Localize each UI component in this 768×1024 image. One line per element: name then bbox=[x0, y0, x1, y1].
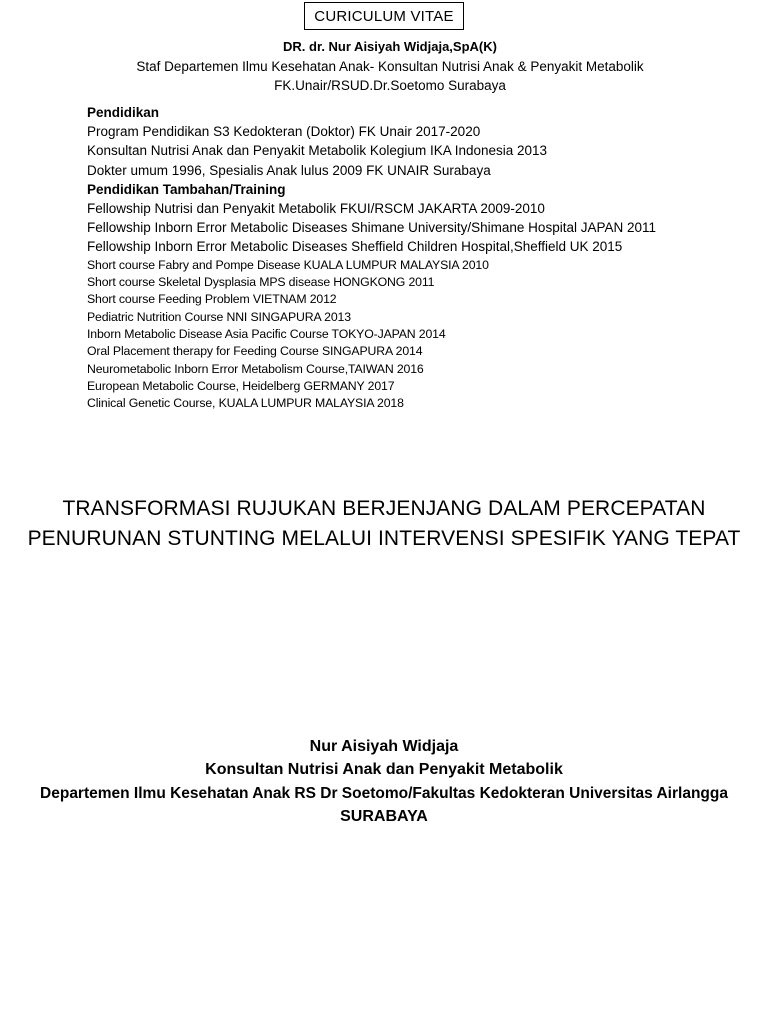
presenter-city: SURABAYA bbox=[340, 807, 428, 825]
cv-name: DR. dr. Nur Aisiyah Widjaja,SpA(K) bbox=[283, 39, 497, 54]
presentation-title bbox=[0, 494, 768, 554]
presenter-role: Konsultan Nutrisi Anak dan Penyakit Metabolik bbox=[205, 761, 563, 779]
short-course-item: Inborn Metabolic Disease Asia Pacific Course TOKYO-JAPAN 2014 bbox=[87, 326, 446, 341]
presenter-name: Nur Aisiyah Widjaja bbox=[309, 738, 459, 755]
training-item: Fellowship Inborn Error Metabolic Diseases Sheffield Children Hospital,Sheffield UK 2015 bbox=[87, 239, 623, 255]
cv-affiliation-line2: FK.Unair/RSUD.Dr.Soetomo Surabaya bbox=[274, 78, 506, 93]
education-item: Dokter umum 1996, Spesialis Anak lulus 2009 FK UNAIR Surabaya bbox=[87, 162, 491, 178]
short-course-item: Pediatric Nutrition Course NNI SINGAPURA 2013 bbox=[87, 309, 351, 324]
training-item: Fellowship Nutrisi dan Penyakit Metabolik FKUI/RSCM JAKARTA 2009-2010 bbox=[87, 200, 545, 216]
short-course-item: Oral Placement therapy for Feeding Course SINGAPURA 2014 bbox=[87, 344, 423, 359]
short-course-item: Short course Feeding Problem VIETNAM 2012 bbox=[87, 292, 337, 307]
cv-title: CURICULUM VITAE bbox=[304, 2, 464, 30]
short-course-item: Short course Fabry and Pompe Disease KUALA LUMPUR MALAYSIA 2010 bbox=[87, 257, 489, 272]
presenter-department: Departemen Ilmu Kesehatan Anak RS Dr Soetomo/Fakultas Kedokteran Universitas Airlangga bbox=[40, 784, 728, 802]
education-section bbox=[87, 103, 757, 412]
presentation-title-line1: TRANSFORMASI RUJUKAN BERJENJANG DALAM PERCEPATAN bbox=[62, 497, 706, 520]
training-item: Fellowship Inborn Error Metabolic Diseases Shimane University/Shimane Hospital JAPAN 2011 bbox=[87, 220, 656, 236]
presentation-title-line2: PENURUNAN STUNTING MELALUI INTERVENSI SPESIFIK YANG TEPAT bbox=[27, 527, 741, 550]
short-course-item: Clinical Genetic Course, KUALA LUMPUR MALAYSIA 2018 bbox=[87, 396, 404, 411]
education-heading: Pendidikan bbox=[87, 105, 160, 120]
short-course-item: Short course Skeletal Dysplasia MPS disease HONGKONG 2011 bbox=[87, 275, 435, 290]
training-heading: Pendidikan Tambahan/Training bbox=[87, 181, 286, 197]
short-course-item: European Metabolic Course, Heidelberg GERMANY 2017 bbox=[87, 378, 395, 393]
education-item: Konsultan Nutrisi Anak dan Penyakit Metabolik Kolegium IKA Indonesia 2013 bbox=[87, 143, 548, 159]
education-item: Program Pendidikan S3 Kedokteran (Doktor) FK Unair 2017-2020 bbox=[87, 124, 481, 139]
presenter-block bbox=[0, 735, 768, 828]
short-course-item: Neurometabolic Inborn Error Metabolism Course,TAIWAN 2016 bbox=[87, 361, 424, 376]
cv-affiliation-line1: Staf Departemen Ilmu Kesehatan Anak- Konsultan Nutrisi Anak & Penyakit Metabolik bbox=[136, 59, 644, 74]
